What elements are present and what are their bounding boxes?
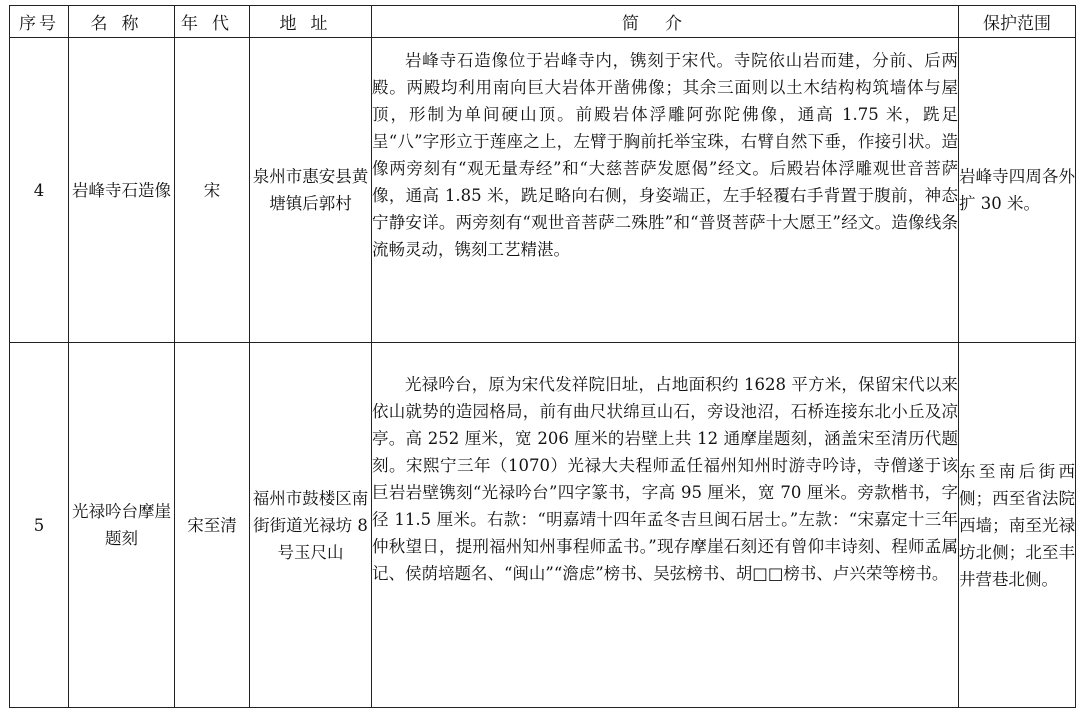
cell-era: 宋至清: [175, 343, 250, 708]
cell-protection-scope: 岩峰寺四周各外扩 30 米。: [959, 38, 1076, 343]
cell-site-name: 岩峰寺石造像: [69, 38, 175, 343]
introduction-text: 岩峰寺石造像位于岩峰寺内，镌刻于宋代。寺院依山岩而建，分前、后两殿。两殿均利用南向巨大岩体开凿佛像；其余三面则以土木结构构筑墙体与屋顶，形制为单间硬山顶。前殿岩体浮雕阿弥陀佛像，通高 1.75 米，跣足呈“八”字形立于莲座之上，左臂于胸前托举宝珠，右臂自然下垂，作接引状。造像两旁刻有“观无量寿经”和“大慈菩萨发愿偈”经文。后殿岩体浮雕观世音菩萨像，通高 1.85 米，跣足略向右侧，身姿端正，左手轻覆右手背置于腹前，神态宁静安详。两旁刻有“观世音菩萨二殊胜”和“普贤菩萨十大愿王”经文。造像线条流畅灵动，镌刻工艺精湛。: [372, 51, 958, 259]
heritage-site-table: [9, 5, 1076, 708]
cell-introduction: [372, 38, 959, 343]
cell-serial-number: 4: [10, 38, 69, 343]
cell-address: 泉州市惠安县黄塘镇后郭村: [250, 38, 372, 343]
header-address: 地址: [250, 6, 372, 38]
cell-site-name: 光禄吟台摩崖题刻: [69, 343, 175, 708]
introduction-text: 光禄吟台，原为宋代发祥院旧址，占地面积约 1628 平方米，保留宋代以来依山就势的造园格局，前有曲尺状绵亘山石，旁设池沼，石桥连接东北小丘及凉亭。高 252 厘米，宽 206 厘米的岩壁上共 12 通摩崖题刻，涵盖宋至清历代题刻。宋熙宁三年（1070）光禄大夫程师孟任福州知州时游寺吟诗，寺僧遂于该巨岩岩壁镌刻“光禄吟台”四字篆书，字高 95 厘米，宽 70 厘米。旁款楷书，字径 11.5 厘米。右款：“明嘉靖十四年孟冬吉旦闽石居士。”左款：“宋嘉定十三年仲秋望日，提刑福州知州事程师孟书。”现存摩崖石刻还有曾仰丰诗刻、程师孟属记、侯荫培题名、“闽山”“澹虑”榜书、吴弦榜书、胡□□榜书、卢兴荣等榜书。: [372, 375, 958, 583]
cell-protection-scope: 东至南后街西侧；西至省法院西墙；南至光禄坊北侧；北至丰井营巷北侧。: [959, 343, 1076, 708]
table-header-row: [10, 6, 1076, 38]
header-protection-scope: 保护范围: [959, 6, 1076, 38]
header-introduction: 简介: [372, 6, 959, 38]
cell-era: 宋: [175, 38, 250, 343]
table-row: [10, 343, 1076, 708]
header-era: 年代: [175, 6, 250, 38]
cell-introduction: [372, 343, 959, 708]
cell-serial-number: 5: [10, 343, 69, 708]
header-name: 名称: [69, 6, 175, 38]
cell-address: 福州市鼓楼区南街街道光禄坊 8 号玉尺山: [250, 343, 372, 708]
header-serial-number: 序号: [10, 6, 69, 38]
table-row: [10, 38, 1076, 343]
